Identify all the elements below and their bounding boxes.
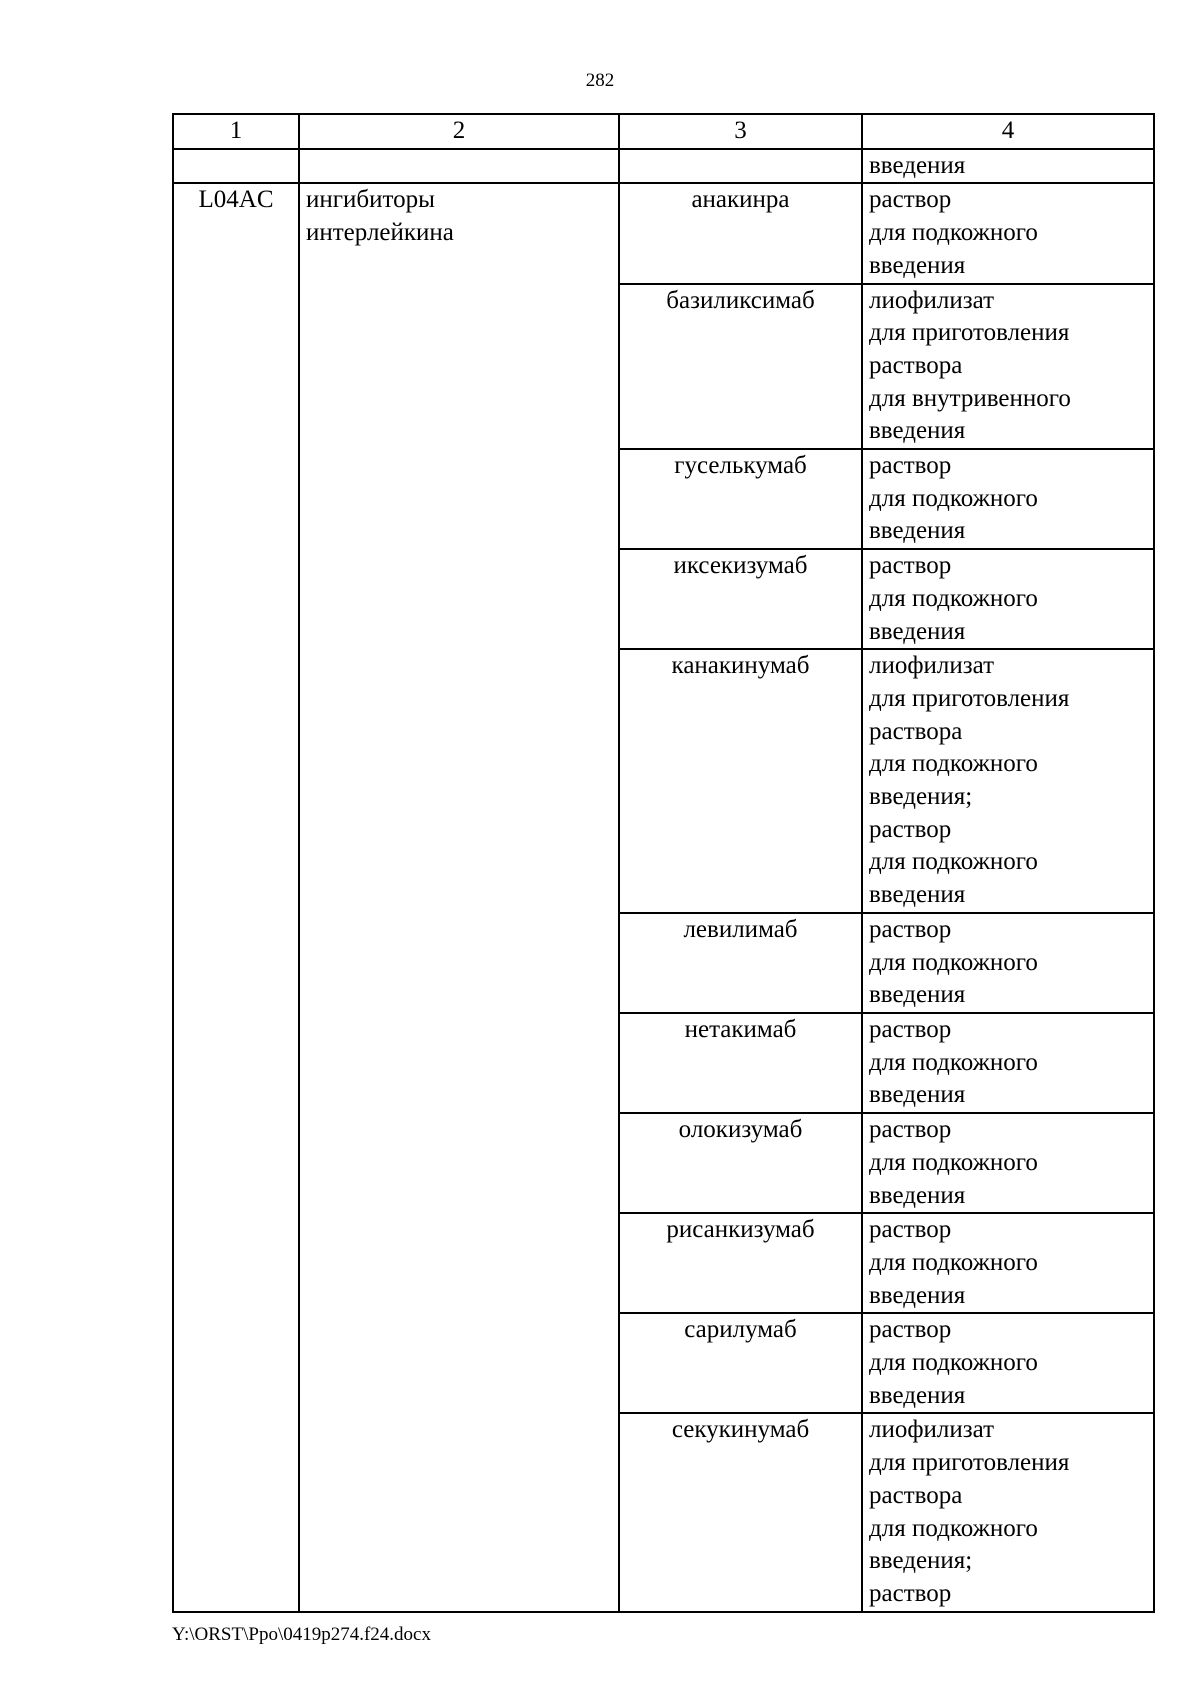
continuation-row — [173, 149, 1154, 184]
continuation-cell-3 — [619, 149, 862, 184]
continuation-cell-1 — [173, 149, 299, 184]
footer-file-path: Y:\ORST\Ppo\0419p274.f24.docx — [172, 1624, 431, 1645]
dosage-form: раствор для подкожного введения — [862, 913, 1154, 1013]
dosage-form: раствор для подкожного введения — [862, 449, 1154, 549]
atc-group-name: ингибиторы интерлейкина — [299, 183, 619, 1611]
drug-name: анакинра — [619, 183, 862, 283]
drug-name: гуселькумаб — [619, 449, 862, 549]
drug-name: канакинумаб — [619, 649, 862, 913]
header-row — [173, 114, 1154, 149]
dosage-form: раствор для подкожного введения — [862, 1013, 1154, 1113]
column-header-2: 2 — [299, 114, 619, 149]
drug-name: нетакимаб — [619, 1013, 862, 1113]
dosage-form: раствор для подкожного введения — [862, 1313, 1154, 1413]
drug-name: левилимаб — [619, 913, 862, 1013]
column-header-1: 1 — [173, 114, 299, 149]
table-row — [173, 183, 1154, 283]
dosage-form: лиофилизат для приготовления раствора для внутривенного введения — [862, 284, 1154, 450]
dosage-form: раствор для подкожного введения — [862, 1213, 1154, 1313]
dosage-form: раствор для подкожного введения — [862, 1113, 1154, 1213]
page-number: 282 — [585, 70, 615, 91]
atc-code: L04AC — [173, 183, 299, 1611]
table-body — [173, 114, 1154, 1612]
drug-name: секукинумаб — [619, 1413, 862, 1611]
drug-table — [172, 113, 1155, 1613]
dosage-form: раствор для подкожного введения — [862, 549, 1154, 649]
dosage-form: раствор для подкожного введения — [862, 183, 1154, 283]
drug-name: олокизумаб — [619, 1113, 862, 1213]
column-header-3: 3 — [619, 114, 862, 149]
dosage-form: лиофилизат для приготовления раствора для подкожного введения; раствор для подкожного введения — [862, 649, 1154, 913]
drug-name: сарилумаб — [619, 1313, 862, 1413]
drug-name: иксекизумаб — [619, 549, 862, 649]
continuation-form: введения — [862, 149, 1154, 184]
dosage-form: лиофилизат для приготовления раствора для подкожного введения; раствор — [862, 1413, 1154, 1611]
drug-name: базиликсимаб — [619, 284, 862, 450]
continuation-cell-2 — [299, 149, 619, 184]
drug-name: рисанкизумаб — [619, 1213, 862, 1313]
column-header-4: 4 — [862, 114, 1154, 149]
